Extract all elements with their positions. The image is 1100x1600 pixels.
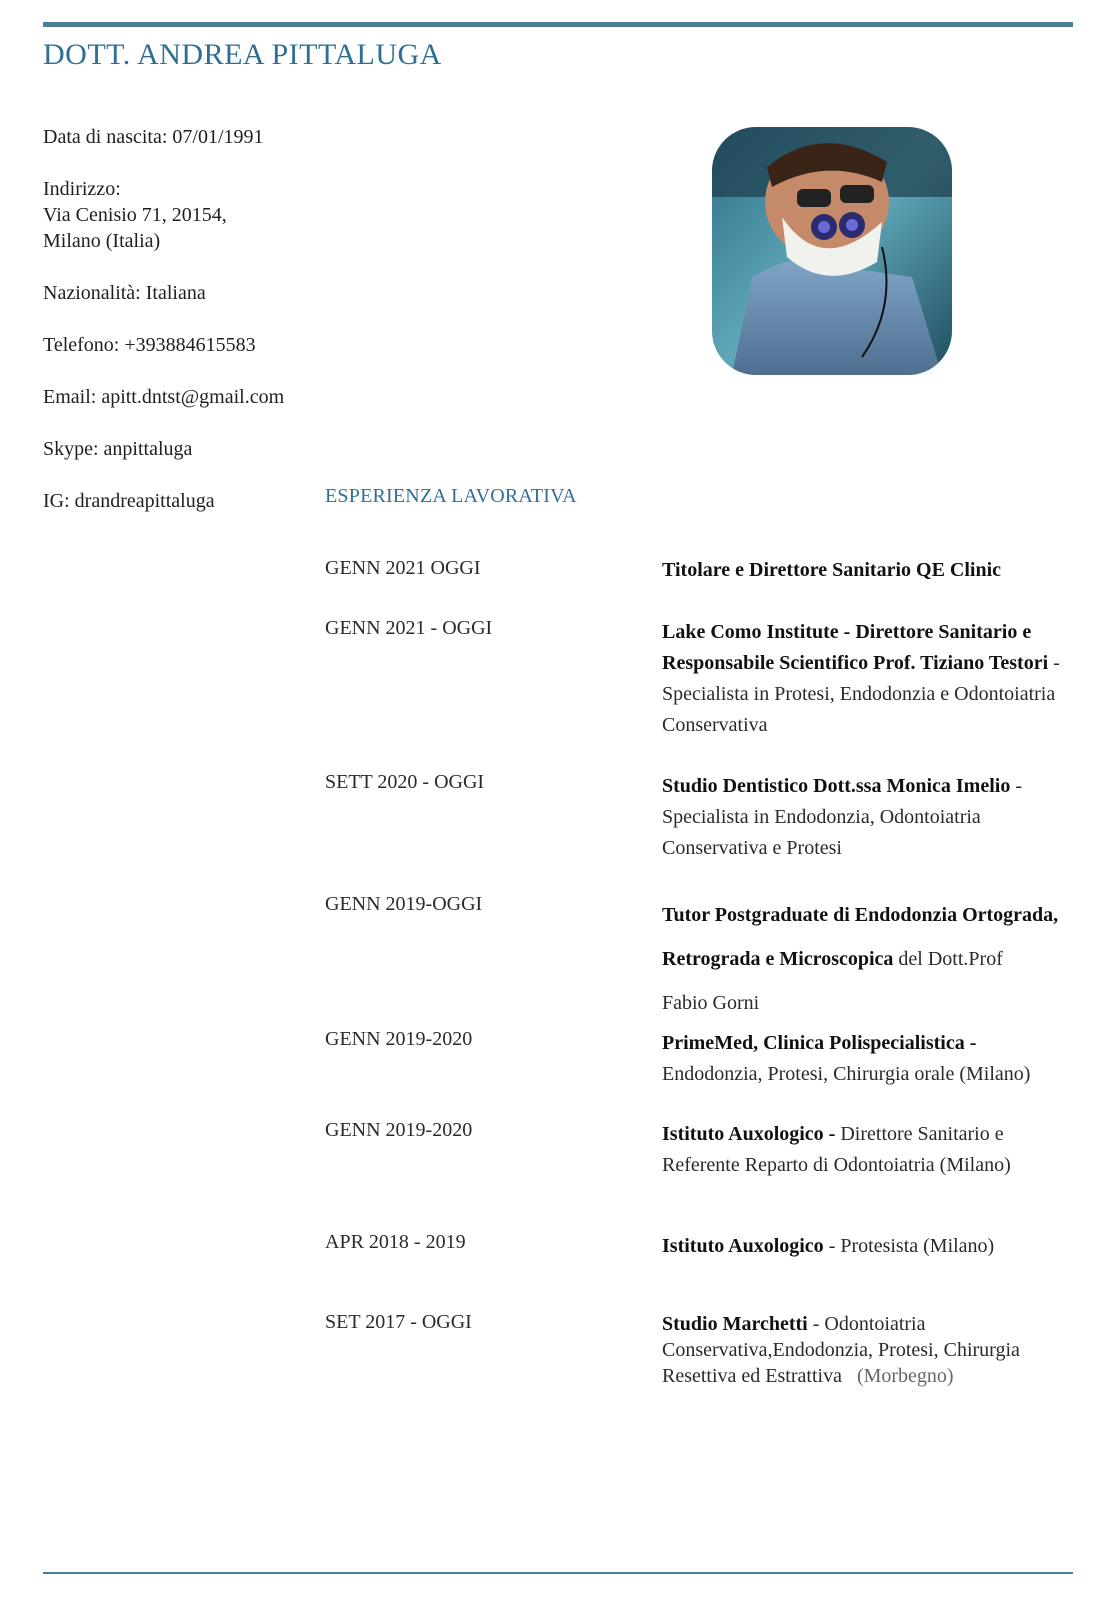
address-label: Indirizzo: bbox=[43, 178, 121, 200]
job-title: Istituto Auxologico bbox=[662, 1235, 824, 1257]
section-title-experience: ESPERIENZA LAVORATIVA bbox=[325, 485, 577, 507]
job-title-cont: Responsabile Scientifico Prof. Tiziano Testori bbox=[662, 652, 1049, 674]
job-text: Fabio Gorni bbox=[662, 992, 760, 1014]
job-title: Studio Dentistico Dott.ssa Monica Imelio bbox=[662, 775, 1011, 797]
job-title: Titolare e Direttore Sanitario QE Clinic bbox=[662, 559, 1002, 581]
job-description bbox=[662, 1028, 1082, 1090]
nationality: Nazionalità: Italiana bbox=[43, 282, 206, 304]
job-text: Conservativa bbox=[662, 714, 768, 736]
email: Email: apitt.dntst@gmail.com bbox=[43, 386, 285, 408]
job-description bbox=[662, 1231, 1082, 1262]
portrait-photo bbox=[712, 127, 952, 375]
page-title: DOTT. ANDREA PITTALUGA bbox=[43, 38, 442, 71]
job-description bbox=[662, 617, 1082, 741]
job-text: - bbox=[1010, 775, 1022, 797]
top-rule bbox=[43, 22, 1073, 27]
job-location: (Morbegno) bbox=[856, 1365, 954, 1387]
bottom-rule bbox=[43, 1572, 1073, 1574]
job-description bbox=[662, 557, 1082, 583]
job-description bbox=[662, 771, 1082, 864]
job-text: - Protesista (Milano) bbox=[823, 1235, 995, 1257]
job-title-cont: Retrograda e Microscopica bbox=[662, 948, 894, 970]
job-date: GENN 2019-OGGI bbox=[325, 893, 483, 915]
job-title: Lake Como Institute - Direttore Sanitario e bbox=[662, 621, 1032, 643]
instagram: IG: drandreapittaluga bbox=[43, 490, 215, 512]
job-title: Studio Marchetti bbox=[662, 1313, 808, 1335]
job-text: Conservativa e Protesi bbox=[662, 837, 842, 859]
job-date: SET 2017 - OGGI bbox=[325, 1311, 472, 1333]
job-date: GENN 2021 - OGGI bbox=[325, 617, 493, 639]
job-title: Tutor Postgraduate di Endodonzia Ortograda, bbox=[662, 904, 1059, 926]
job-description bbox=[662, 1311, 1082, 1389]
skype: Skype: anpittaluga bbox=[43, 438, 193, 460]
job-text: Direttore Sanitario e bbox=[835, 1123, 1004, 1145]
job-date: GENN 2021 OGGI bbox=[325, 557, 481, 579]
job-date: GENN 2019-2020 bbox=[325, 1028, 473, 1050]
job-date: SETT 2020 - OGGI bbox=[325, 771, 485, 793]
job-text: Specialista in Endodonzia, Odontoiatria bbox=[662, 806, 981, 828]
job-text: - bbox=[1048, 652, 1060, 674]
birth-date: Data di nascita: 07/01/1991 bbox=[43, 126, 264, 148]
job-title: Istituto Auxologico - bbox=[662, 1123, 836, 1145]
job-text: Specialista in Protesi, Endodonzia e Odontoiatria bbox=[662, 683, 1056, 705]
job-text: Endodonzia, Protesi, Chirurgia orale (Milano) bbox=[662, 1063, 1031, 1085]
job-title: PrimeMed, Clinica Polispecialistica - bbox=[662, 1032, 977, 1054]
job-text: Resettiva ed Estrattiva bbox=[662, 1365, 842, 1387]
job-date: GENN 2019-2020 bbox=[325, 1119, 473, 1141]
job-text: del Dott.Prof bbox=[893, 948, 1003, 970]
address-line-2: Milano (Italia) bbox=[43, 230, 161, 252]
job-date: APR 2018 - 2019 bbox=[325, 1231, 466, 1253]
job-text: Conservativa,Endodonzia, Protesi, Chirurgia bbox=[662, 1339, 1020, 1361]
address-line-1: Via Cenisio 71, 20154, bbox=[43, 204, 227, 226]
job-text: Referente Reparto di Odontoiatria (Milano) bbox=[662, 1154, 1011, 1176]
job-description bbox=[662, 893, 1082, 1025]
job-text: - Odontoiatria bbox=[807, 1313, 926, 1335]
job-description bbox=[662, 1119, 1082, 1181]
phone: Telefono: +393884615583 bbox=[43, 334, 256, 356]
